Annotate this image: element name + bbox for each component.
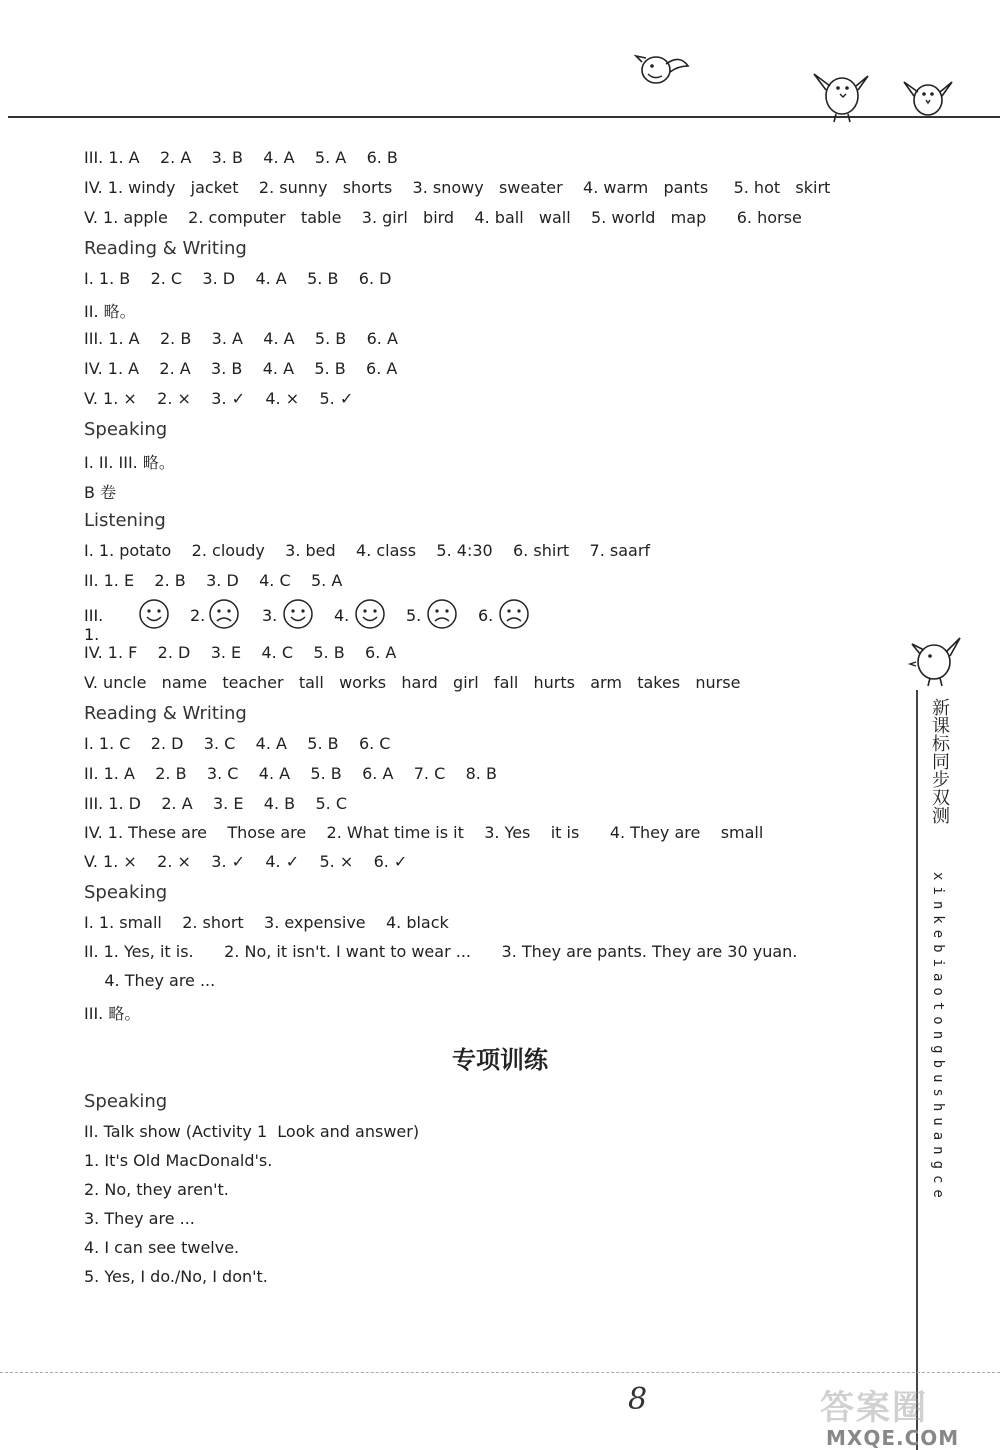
answer-line: V. 1. × 2. × 3. ✓ 4. ✓ 5. × 6. ✓ [84,852,408,871]
sidebar-rule [916,690,918,1450]
answer-line: II. 1. E 2. B 3. D 4. C 5. A [84,571,343,590]
answer-line: I. 1. C 2. D 3. C 4. A 5. B 6. C [84,734,391,753]
section-heading: Reading & Writing [84,703,247,724]
sidebar-pinyin: xinkebiaotongbushuangce [930,872,946,1204]
faces-prefix: III. 1. [84,606,104,644]
answer-line: II. 1. Yes, it is. 2. No, it isn't. I want to wear ... 3. They are pants. They are 30 yuan. [84,942,798,961]
answer-line: V. 1. apple 2. computer table 3. girl bird 4. ball wall 5. world map 6. horse [84,208,802,227]
watermark-text: 答案圈 [820,1388,928,1428]
bird-icon [900,72,956,124]
smiley-face-icon [354,598,386,630]
answer-line: II. 1. A 2. B 3. C 4. A 5. B 6. A 7. C 8. B [84,764,497,783]
answer-line: 4. I can see twelve. [84,1238,240,1257]
section-heading: Speaking [84,1091,168,1112]
answer-line: III. 1. D 2. A 3. E 4. B 5. C [84,794,347,813]
sad-face-icon [208,598,240,630]
answer-line: 5. Yes, I do./No, I don't. [84,1267,268,1286]
section-heading: Speaking [84,419,168,440]
answer-line: 1. It's Old MacDonald's. [84,1151,273,1170]
answer-line: B 卷 [84,483,117,502]
sad-face-icon [498,598,530,630]
answer-line: IV. 1. A 2. A 3. B 4. A 5. B 6. A [84,359,398,378]
sidebar-title: 新课标同步双测 [929,698,950,824]
answer-line: 2. No, they aren't. [84,1180,229,1199]
answer-line: IV. 1. windy jacket 2. sunny shorts 3. snowy sweater 4. warm pants 5. hot skirt [84,178,831,197]
answer-line: 3. They are ... [84,1209,195,1228]
answer-line: III. 1. A 2. A 3. B 4. A 5. A 6. B [84,148,398,167]
answer-line: IV. 1. These are Those are 2. What time is it 3. Yes it is 4. They are small [84,823,764,842]
watermark-url: MXQE.COM [826,1426,960,1450]
bird-icon [810,64,872,126]
answer-line: I. 1. small 2. short 3. expensive 4. black [84,913,449,932]
section-heading: Speaking [84,882,168,903]
section-heading: Listening [84,510,166,531]
answer-line: II. Talk show (Activity 1 Look and answer) [84,1122,420,1141]
answer-line: I. 1. B 2. C 3. D 4. A 5. B 6. D [84,269,392,288]
page-number: 8 [628,1382,648,1417]
answer-line: II. 略。 [84,302,136,321]
section-title: 专项训练 [452,1045,548,1074]
section-heading: Reading & Writing [84,238,247,259]
bird-icon [906,630,966,690]
answer-line: I. 1. potato 2. cloudy 3. bed 4. class 5. 4:30 6. shirt 7. saarf [84,541,651,560]
answer-line: III. 略。 [84,1004,141,1023]
sad-face-icon [426,598,458,630]
face-label: 3. [262,606,278,625]
answer-line: 4. They are ... [84,971,216,990]
face-label: 5. [406,606,422,625]
answer-line: I. II. III. 略。 [84,453,175,472]
bird-icon [632,44,692,90]
face-label: 2. [190,606,206,625]
footer-rule [0,1372,1000,1373]
answer-line: III. 1. A 2. B 3. A 4. A 5. B 6. A [84,329,398,348]
face-label: 6. [478,606,494,625]
answer-line: IV. 1. F 2. D 3. E 4. C 5. B 6. A [84,643,397,662]
answer-line: V. 1. × 2. × 3. ✓ 4. × 5. ✓ [84,389,354,408]
face-label: 4. [334,606,350,625]
smiley-face-icon [282,598,314,630]
answer-line: V. uncle name teacher tall works hard girl fall hurts arm takes nurse [84,673,741,692]
smiley-face-icon [138,598,170,630]
